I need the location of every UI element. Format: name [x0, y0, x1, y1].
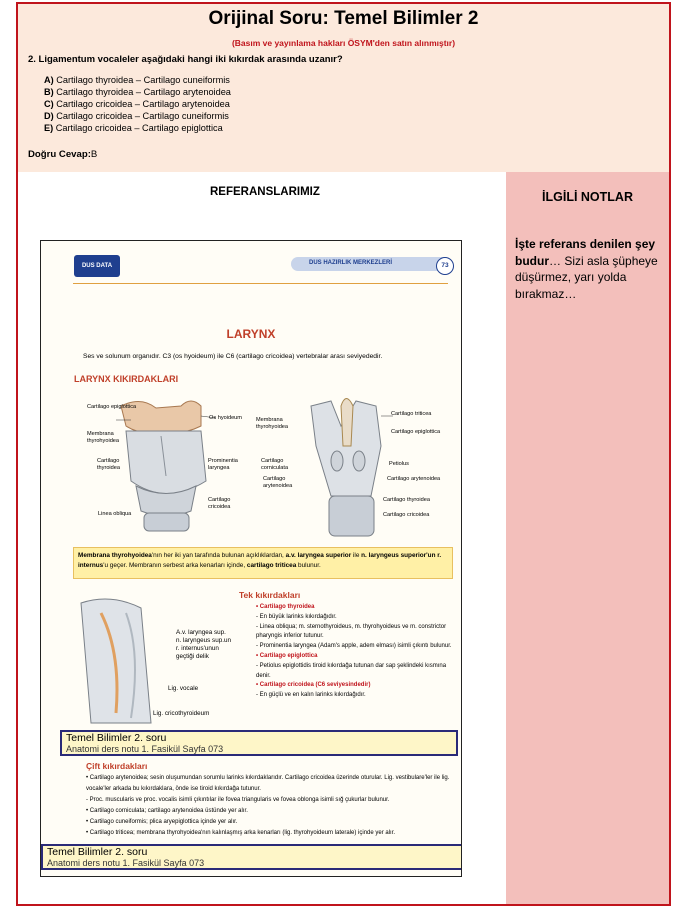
- option-letter: B): [44, 87, 54, 98]
- references-title: REFERANSLARIMIZ: [210, 186, 320, 198]
- option-letter: A): [44, 75, 54, 85]
- question-text: 2. Ligamentum vocaleler aşağıdaki hangi iki kıkırdak arasında uzanır?: [28, 54, 343, 65]
- side-label-lig-cricothyroideum: Lig. cricothyroideum: [153, 710, 210, 717]
- label-membrana-thyrohyoidea-2: Membrana thyrohyoidea: [256, 417, 289, 430]
- page-title: Orijinal Soru: Temel Bilimler 2: [208, 8, 479, 29]
- list-item: - Petiolus epiglottidis tiroid kıkırdağa tutunan dar sap şeklindeki kısmına denir.: [256, 662, 447, 679]
- info-bold: cartilago triticea: [246, 562, 297, 569]
- label-os-hyoideum: Os hyoideum: [209, 415, 242, 421]
- label-membrana-thyrohyoidea: Membrana thyrohyoidea: [87, 431, 120, 444]
- label-linea-obliqua: Linea obliqua: [98, 511, 132, 517]
- option-text: Cartilago cricoidea – Cartilago epiglottica: [53, 123, 223, 134]
- larynx-description: Ses ve solunum organıdır. C3 (os hyoideum) ile C6 (cartilago cricoidea) vertebralar arası seviyededir.: [83, 353, 383, 360]
- option-text: Cartilago thyroidea – Cartilago cuneiformis: [53, 75, 230, 85]
- option-letter: E): [44, 123, 54, 134]
- info-text: 'u geçer. Membranın serbest arka kenarları içinde,: [103, 562, 247, 569]
- label-cartilago-epiglottica: Cartilago epiglottica: [87, 404, 137, 410]
- info-text: ile: [351, 552, 362, 559]
- side-label-nerve: n. laryngeus sup.un: [176, 637, 231, 644]
- side-label-ramus: r. internus'unun: [176, 645, 219, 652]
- info-text: bulunur.: [296, 562, 321, 569]
- list-item: - En büyük larinks kıkırdağıdır.: [256, 613, 337, 620]
- label-cartilago-arytenoidea: Cartilago arytenoidea: [263, 476, 293, 489]
- list-item: • Cartilago cricoidea (C6 seviyesindedir): [256, 682, 371, 689]
- list-item: - Linea obliqua; m. sternothyroideus, m. thyrohyoideus ve m. constrictor pharyngis inferior tutunur.: [256, 623, 447, 640]
- outer-frame: [16, 2, 671, 906]
- page-number: 73: [436, 257, 454, 275]
- caption-title: Temel Bilimler 2. soru: [47, 846, 148, 858]
- banner-text: DUS HAZIRLIK MERKEZLERİ: [309, 260, 392, 266]
- caption-title: Temel Bilimler 2. soru: [66, 732, 167, 744]
- larynx-title: LARYNX: [226, 327, 276, 341]
- label-cartilago-arytenoidea-2: Cartilago arytenoidea: [387, 476, 441, 482]
- list-item: • Cartilago epiglottica: [256, 652, 318, 659]
- label-cartilago-cricoidea-2: Cartilago cricoidea: [383, 512, 430, 518]
- label-cartilago-thyroidea-2: Cartilago thyroidea: [383, 497, 430, 503]
- dusdata-logo: DUS DATA: [74, 255, 120, 277]
- option-text: Cartilago cricoidea – Cartilago cuneiformis: [53, 111, 229, 122]
- list-item: • Cartilago corniculata; cartilago arytenoidea üstünde yer alır.: [86, 808, 248, 814]
- list-item: • Cartilago triticea; membrana thyrohyoidea'nın kalınlaşmış arka kenarları (lig. thyrohyoideum laterale) içinde yer alır.: [86, 830, 396, 836]
- label-cartilago-epiglottica-2: Cartilago epiglottica: [391, 429, 441, 435]
- label-cartilago-thyroidea: Cartilago thyroidea: [97, 458, 121, 471]
- list-item: • Cartilago arytenoidea; sesin oluşumundan sorumlu larinks kıkırdaklarıdır. Cartilago cricoidea üzerinde oturular. Lig. vestibulare'ler ile lig. vocale'ler arkada bu kıkırdaklara, önde ise tiroid kıkırdağa tutunur.: [86, 775, 450, 792]
- list-item: - En güçlü ve en kalın larinks kıkırdağıdır.: [256, 692, 366, 699]
- info-bold: a.v. laryngea superior: [285, 552, 352, 559]
- answer-value: B: [90, 149, 98, 160]
- side-label-hole: geçtiği delik: [176, 653, 209, 660]
- option-letter: D): [44, 111, 54, 122]
- label-cartilago-cricoidea: Cartilago cricoidea: [208, 497, 231, 510]
- label-cartilago-corniculata: Cartilago corniculata: [261, 458, 289, 471]
- list-item: - Proc. muscularis ve proc. vocalis isimli çıkıntılar ile fovea triangularis ve fovea oblonga isimli sığ çukurlar bulunur.: [86, 797, 390, 803]
- label-prominentia-laryngea: Prominentia laryngea: [208, 458, 238, 471]
- side-label-av: A.v. laryngea sup.: [176, 629, 226, 636]
- option-text: Cartilago cricoidea – Cartilago arytenoidea: [53, 99, 230, 110]
- option-letter: C): [44, 99, 54, 110]
- option-text: Cartilago thyroidea – Cartilago arytenoidea: [53, 87, 231, 98]
- notes-title: İLGİLİ NOTLAR: [542, 190, 633, 204]
- side-label-lig-vocale: Lig. vocale: [168, 685, 199, 692]
- rights-notice: (Basım ve yayınlama hakları ÖSYM'den satın alınmıştır): [231, 38, 456, 48]
- cartilages-title: LARYNX KIKIRDAKLARI: [74, 374, 179, 384]
- notes-body: … Sizi asla şüpheye düşürmez, yarı yolda bırakmaz…: [515, 253, 658, 301]
- label-cartilago-triticea: Cartilago triticea: [391, 411, 432, 417]
- info-bold: n. laryngeus superior'un r. internus: [78, 552, 442, 569]
- caption-source: Anatomi ders notu 1. Fasikül Sayfa 073: [66, 743, 224, 754]
- list-item: • Cartilago cuneiformis; plica aryepiglottica içinde yer alır.: [86, 819, 238, 825]
- label-petiolus: Petiolus: [389, 461, 409, 467]
- caption-source: Anatomi ders notu 1. Fasikül Sayfa 073: [47, 857, 205, 868]
- notes-bold: İşte referans denilen şey budur: [515, 237, 656, 268]
- single-cartilages-title: Tek kıkırdakları: [239, 590, 301, 600]
- info-bold: Membrana thyrohyoidea: [78, 552, 152, 559]
- paired-cartilages-title: Çift kıkırdakları: [86, 761, 148, 771]
- list-item: • Cartilago thyroidea: [256, 604, 315, 610]
- info-text: 'nın her iki yan tarafında bulunan açıklıklardan,: [151, 552, 286, 559]
- list-item: - Prominentia laryngea (Adam's apple, adem elması) isimli çıkıntı bulunur.: [256, 643, 452, 650]
- answer-label: Doğru Cevap:: [28, 149, 91, 160]
